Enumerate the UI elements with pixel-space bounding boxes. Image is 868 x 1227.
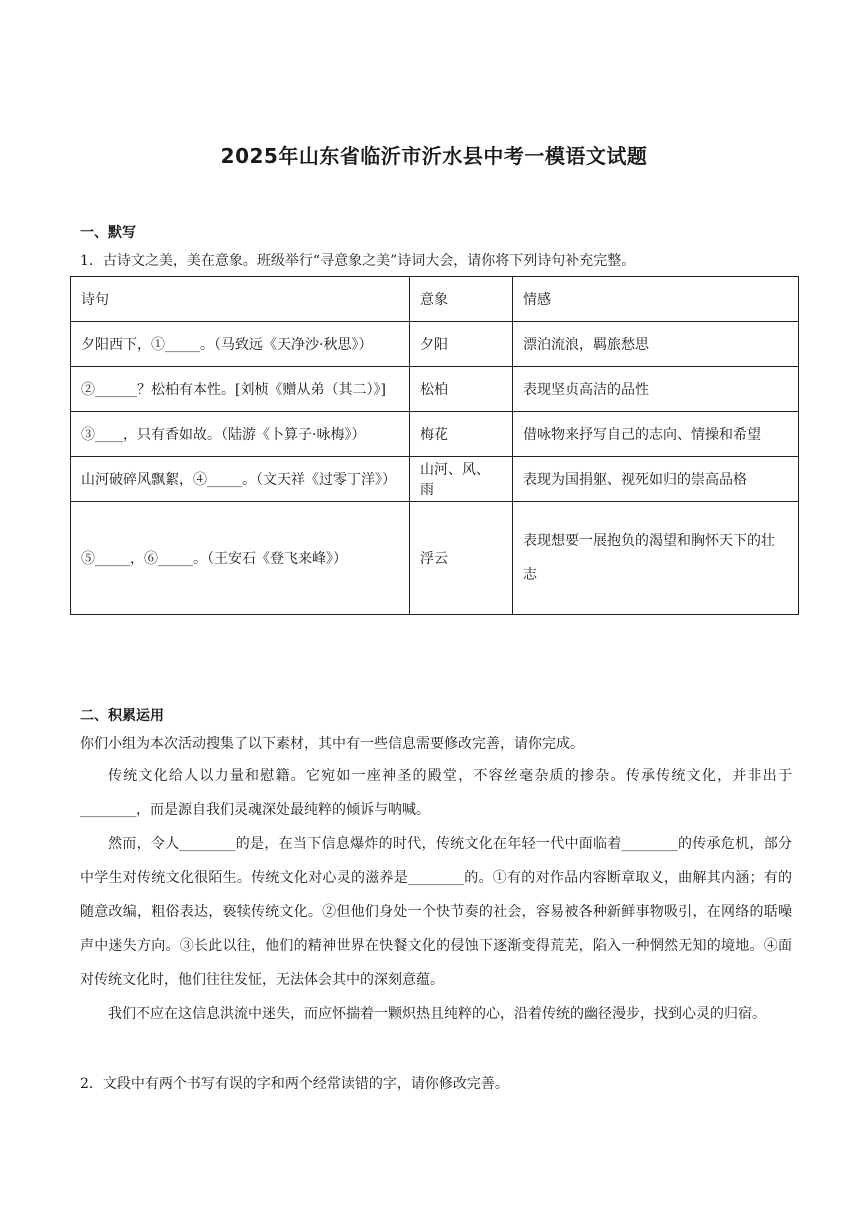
cell-image: 山河、风、雨 [410, 457, 513, 502]
cell-emotion: 表现想要一展抱负的渴望和胸怀天下的壮志 [513, 502, 799, 615]
question-2-prompt: 2．文段中有两个书写有误的字和两个经常读错的字，请你修改完善。 [80, 1076, 509, 1092]
section-heading-dictation: 一、默写 [80, 225, 136, 241]
cell-poem: ③____，只有香如故。（陆游《卜算子·咏梅》） [71, 412, 410, 457]
cell-image: 浮云 [410, 502, 513, 615]
cell-emotion: 表现坚贞高洁的品性 [513, 367, 799, 412]
table-row [71, 322, 799, 367]
cell-emotion: 表现为国捐躯、视死如归的崇高品格 [513, 457, 799, 502]
paragraph-3: 我们不应在这信息洪流中迷失，而应怀揣着一颗炽热且纯粹的心，沿着传统的幽径漫步，找到心灵的归宿。 [108, 1006, 766, 1022]
table-row [71, 412, 799, 457]
table-row [71, 457, 799, 502]
poem-table [70, 276, 799, 615]
header-poem: 诗句 [71, 277, 410, 322]
header-image: 意象 [410, 277, 513, 322]
cell-poem: 夕阳西下，①_____。（马致远《天净沙·秋思》） [71, 322, 410, 367]
header-emotion: 情感 [513, 277, 799, 322]
paragraph-2: 然而，令人________的是，在当下信息爆炸的时代，传统文化在年轻一代中面临着________的传承危机，部分中学生对传统文化很陌生。传统文化对心灵的滋养是________的。①有的对作品内容断章取义，曲解其内涵；有的随意改编，粗俗表达，亵犊传统文化。②但他们身处一个快节奏的社会，容易被各种新鲜事物吸引，在网络的聒噪声中迷失方向。③长此以往，他们的精神世界在快餐文化的侵蚀下逐渐变得荒芜，陷入一种惘然无知的境地。④面对传统文化时，他们往往发怔，无法体会其中的深刻意蕴。 [80, 836, 792, 988]
paragraph-1: 传统文化给人以力量和慰籍。它宛如一座神圣的殿堂，不容丝毫杂质的掺杂。传承传统文化，并非出于________，而是源自我们灵魂深处最纯粹的倾诉与呐喊。 [80, 768, 792, 818]
table-row [71, 502, 799, 615]
cell-poem: ⑤_____，⑥_____。（王安石《登飞来峰》） [71, 502, 410, 615]
cell-emotion: 借咏物来抒写自己的志向、情操和希望 [513, 412, 799, 457]
cell-emotion: 漂泊流浪，羁旅愁思 [513, 322, 799, 367]
cell-image: 松柏 [410, 367, 513, 412]
cell-poem: 山河破碎风飘絮，④_____。（文天祥《过零丁洋》） [71, 457, 410, 502]
page-title: 2025年山东省临沂市沂水县中考一模语文试题 [220, 144, 648, 168]
table-header-row [71, 277, 799, 322]
section2-intro: 你们小组为本次活动搜集了以下素材，其中有一些信息需要修改完善，请你完成。 [80, 736, 584, 752]
cell-image: 梅花 [410, 412, 513, 457]
table-row [71, 367, 799, 412]
cell-poem: ②______？松柏有本性。[刘桢《赠从弟（其二）》] [71, 367, 410, 412]
section-heading-accumulation: 二、积累运用 [80, 708, 164, 724]
question-1-prompt: 1．古诗文之美，美在意象。班级举行“寻意象之美”诗词大会，请你将下列诗句补充完整。 [80, 253, 636, 269]
cell-image: 夕阳 [410, 322, 513, 367]
